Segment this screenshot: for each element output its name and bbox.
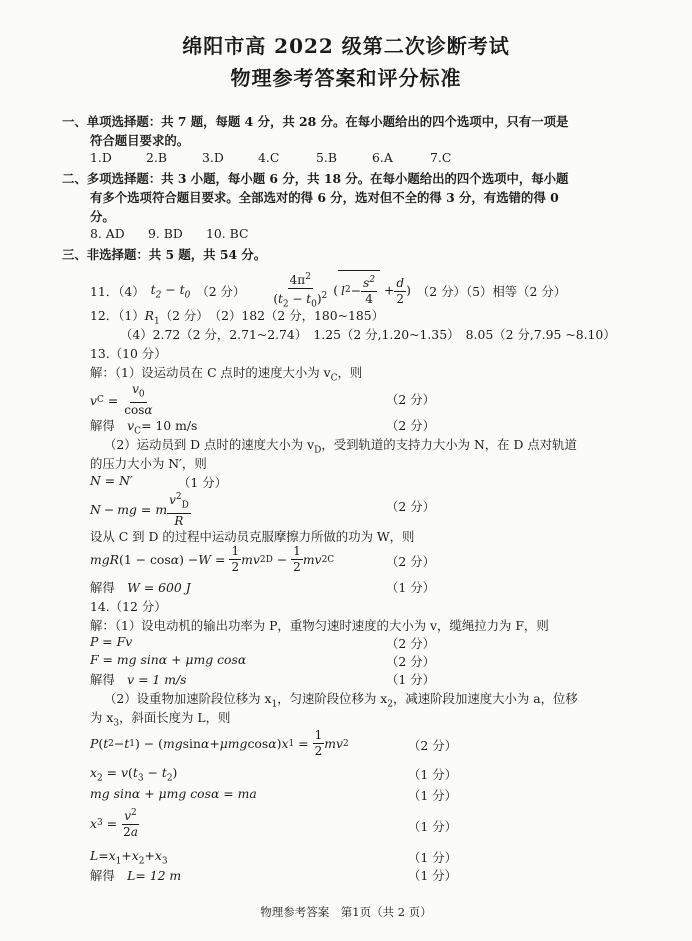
q14-eq1: P = Fv bbox=[90, 634, 133, 649]
answer-7: 7.C bbox=[430, 150, 452, 165]
q11-label: 11．（4） bbox=[90, 284, 145, 300]
q14-eq5: $x_2 = v(t_3 - t_2)$ bbox=[90, 765, 178, 784]
q13-points4: （2 分） bbox=[386, 499, 435, 514]
q13-points5: （2 分） bbox=[386, 554, 435, 569]
q14-eq8: $L=x_1+x_2+x_3$ bbox=[90, 848, 168, 867]
q14-points8: （1 分） bbox=[408, 850, 457, 865]
q14-eq7: x 3 = $\frac{v^2}{2a}$ bbox=[90, 808, 138, 839]
section1-heading-cont: 符合题目要求的。 bbox=[90, 133, 190, 148]
q13-eq4: N − mg = m $\frac{v^2_D}{R}$ bbox=[90, 492, 189, 529]
q11-points1: （2 分） bbox=[196, 284, 246, 300]
q13-line4: 设从 C 到 D 的过程中运动员克服摩擦力所做的功为 W，则 bbox=[90, 529, 415, 544]
q13-solution2: 解得 W = 600 J bbox=[90, 580, 191, 595]
q14-points1: （2 分） bbox=[386, 636, 435, 651]
q14-points9: （1 分） bbox=[408, 868, 457, 883]
q14-line2: （2）设重物加速阶段位移为 $x_1$，匀速阶段位移为 $x_2$，减速阶段加速度大小为 a，位移 bbox=[104, 691, 578, 710]
q13-line3: 的压力大小为 N′，则 bbox=[90, 456, 207, 471]
exam-subtitle: 物理参考答案和评分标准 bbox=[230, 66, 462, 90]
q14-eq6: mg sinα + μmg cosα = ma bbox=[90, 786, 257, 801]
q13-line1: 解：（1）设运动员在 C 点时的速度大小为 $v_C$，则 bbox=[90, 365, 363, 384]
q14-eq2: F = mg sinα + μmg cosα bbox=[90, 652, 247, 667]
q14-solution2: 解得 L= 12 m bbox=[90, 868, 182, 883]
q14-points5: （1 分） bbox=[408, 767, 457, 782]
q11-points2: （2 分）（5）相等（2 分） bbox=[416, 284, 567, 300]
q13-eq3: N = N′ bbox=[90, 473, 133, 488]
answer-1: 1.D bbox=[90, 150, 112, 165]
q13-points3: （1 分） bbox=[178, 475, 227, 490]
q14-points6: （1 分） bbox=[408, 788, 457, 803]
q14-points4: （2 分） bbox=[408, 738, 457, 753]
q14-eq4: P ( t 2 − t 1 ) − ( mg sin α + μmg cos α ) x 1 = $\frac{1}{2}$ mv 2 bbox=[90, 728, 349, 758]
q13-points2: （2 分） bbox=[386, 418, 435, 433]
q14-points2: （2 分） bbox=[386, 654, 435, 669]
answer-4: 4.C bbox=[258, 150, 280, 165]
q11-expr1: $t_2 - t_0$ bbox=[150, 281, 191, 301]
q14-points3: （1 分） bbox=[386, 672, 435, 687]
q13-eq1: v C = $\frac{v_0}{\cos\alpha}$ bbox=[90, 382, 153, 418]
q11-formula: $\frac{4\pi^2}{(t_2 - t_0)^2}$ ( l 2 − $\frac{s^2}{4}$ + $\frac{d}{2}$ ) bbox=[273, 272, 411, 310]
answer-9: 9. BD bbox=[148, 226, 183, 241]
section3-heading: 三、非选择题：共 5 题，共 54 分。 bbox=[62, 247, 267, 262]
q12-line2: （4）2.72（2 分，2.71~2.74） 1.25（2 分,1.20~1.35） 8.05（2 分,7.95 ~8.10） bbox=[120, 327, 616, 342]
q13-points1: （2 分） bbox=[386, 392, 435, 407]
exam-title: 绵阳市高 2022 级第二次诊断考试 bbox=[182, 34, 510, 58]
section1-heading: 一、单项选择题：共 7 题，每题 4 分，共 28 分。在每小题给出的四个选项中，只有一项是 bbox=[62, 114, 569, 129]
answer-6: 6.A bbox=[372, 150, 393, 165]
q12-r1: R bbox=[144, 308, 154, 323]
q13-eq5: mgR (1 − cos α ) − W = $\frac{1}{2}$ mv 2 D − $\frac{1}{2}$ mv 2 C bbox=[90, 544, 335, 574]
q14-line1: 解：（1）设电动机的输出功率为 P，重物匀速时速度的大小为 v，缆绳拉力为 F，则 bbox=[90, 618, 549, 633]
q14-heading: 14.（12 分） bbox=[90, 599, 167, 614]
section2-heading: 二、多项选择题：共 3 小题，每小题 6 分，共 18 分。在每小题给出的四个选项中，每小题 bbox=[62, 171, 569, 186]
q14-solution1: 解得 v = 1 m/s bbox=[90, 672, 187, 687]
answer-2: 2.B bbox=[146, 150, 167, 165]
q13-points6: （1 分） bbox=[386, 580, 435, 595]
section2-heading-cont2: 分。 bbox=[90, 209, 115, 224]
q13-line2: （2）运动员到 D 点时的速度大小为 $v_D$，受到轨道的支持力大小为 N，在 D 点对轨道 bbox=[104, 437, 577, 456]
answer-10: 10. BC bbox=[206, 226, 249, 241]
section2-heading-cont: 有多个选项符合题目要求。全部选对的得 6 分，选对但不全的得 3 分，有选错的得 0 bbox=[90, 190, 559, 205]
answer-3: 3.D bbox=[202, 150, 224, 165]
q13-solution1: 解得 $v_C= 10$ m/s bbox=[90, 418, 198, 437]
answer-8: 8. AD bbox=[90, 226, 125, 241]
page-footer: 物理参考答案 第1页（共 2 页） bbox=[260, 905, 432, 919]
q14-points7: （1 分） bbox=[408, 819, 457, 834]
answer-5: 5.B bbox=[316, 150, 337, 165]
q14-line3: 为 $x_3$，斜面长度为 L，则 bbox=[90, 710, 231, 729]
q12-line1: 12．$(1)R_1(2$ 分） （2）182（2 分，180~185） bbox=[90, 308, 385, 327]
q13-heading: 13.（10 分） bbox=[90, 346, 167, 361]
